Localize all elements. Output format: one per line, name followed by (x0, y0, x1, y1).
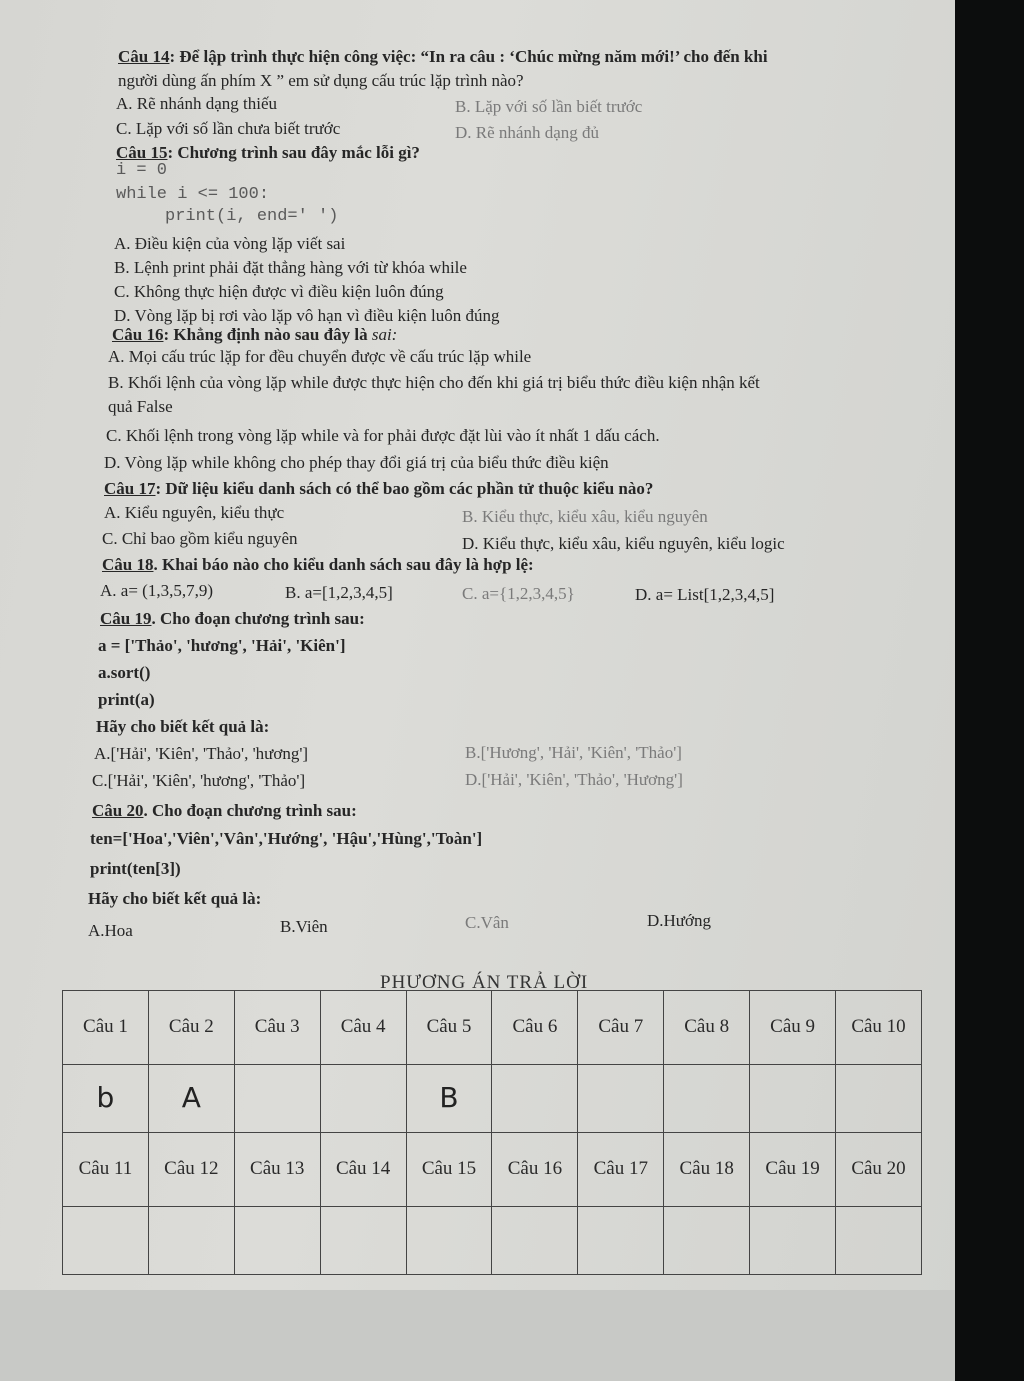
answer-cell[interactable] (578, 1065, 664, 1133)
answer-cell[interactable] (234, 1065, 320, 1133)
paper-bottom-margin (0, 1290, 955, 1381)
q18-line (102, 556, 534, 573)
header-cell: Câu 3 (234, 991, 320, 1065)
q19-code-line2: a.sort() (98, 663, 151, 682)
answer-cell[interactable] (664, 1065, 750, 1133)
q14-text2: người dùng ấn phím X ” em sử dụng cấu trúc lặp trình nào? (118, 71, 524, 90)
q16-option-c: C. Khối lệnh trong vòng lặp while và for phải được đặt lùi vào ít nhất 1 dấu cách. (106, 426, 660, 445)
q16-number: Câu 16 (112, 325, 164, 344)
q14-option-c: C. Lặp với số lần chưa biết trước (116, 119, 341, 138)
q17-number: Câu 17 (104, 479, 156, 498)
header-cell: Câu 12 (148, 1132, 234, 1206)
q14-text1: : Để lập trình thực hiện công việc: “In ra câu : ‘Chúc mừng năm mới!’ cho đến khi (169, 47, 768, 66)
q15-option-d: D. Vòng lặp bị rơi vào lặp vô hạn vì điều kiện luôn đúng (114, 306, 500, 325)
answer-cell[interactable] (492, 1207, 578, 1275)
q19-code-line3: print(a) (98, 690, 155, 709)
header-cell: Câu 14 (320, 1132, 406, 1206)
q14-number: Câu 14 (118, 47, 170, 66)
q17-line (104, 480, 653, 497)
q15-option-c: C. Không thực hiện được vì điều kiện luôn đúng (114, 282, 444, 301)
q16-option-b2: quả False (108, 397, 173, 416)
q14-option-d: D. Rẽ nhánh dạng đủ (455, 123, 600, 142)
answer-cell[interactable] (492, 1065, 578, 1133)
header-cell: Câu 7 (578, 991, 664, 1065)
q15-option-b: B. Lệnh print phải đặt thẳng hàng với từ khóa while (114, 258, 467, 277)
q15-code-line3: print(i, end=' ') (165, 207, 339, 226)
q18-number: Câu 18 (102, 555, 154, 574)
answer-cell[interactable] (234, 1207, 320, 1275)
answer-table (62, 990, 922, 1275)
q20-option-c: C.Vân (465, 913, 509, 932)
header-cell: Câu 1 (63, 991, 149, 1065)
q17-option-b: B. Kiểu thực, kiểu xâu, kiểu nguyên (462, 507, 708, 526)
header-cell: Câu 11 (63, 1132, 149, 1206)
q20-code-line1: ten=['Hoa','Viên','Vân','Hướng', 'Hậu','Hùng','Toàn'] (90, 829, 483, 848)
q15-text: : Chương trình sau đây mắc lỗi gì? (167, 143, 420, 162)
answer-cell[interactable] (578, 1207, 664, 1275)
q17-text: : Dữ liệu kiểu danh sách có thể bao gồm các phần tử thuộc kiểu nào? (155, 479, 654, 498)
answer-cell[interactable] (406, 1207, 492, 1275)
q15-number: Câu 15 (116, 143, 168, 162)
q15-code-line2: while i <= 100: (116, 185, 270, 204)
answer-cell[interactable]: b (63, 1065, 149, 1133)
q19-option-b: B.['Hương', 'Hải', 'Kiên', 'Thảo'] (465, 743, 682, 762)
q19-option-d: D.['Hải', 'Kiên', 'Thảo', 'Hương'] (465, 770, 683, 789)
answer-row-2 (63, 1207, 922, 1275)
answer-cell[interactable] (320, 1207, 406, 1275)
q18-option-a: A. a= (1,3,5,7,9) (100, 581, 213, 600)
header-cell: Câu 4 (320, 991, 406, 1065)
header-cell: Câu 6 (492, 991, 578, 1065)
answer-header-row-1 (63, 991, 922, 1065)
header-cell: Câu 5 (406, 991, 492, 1065)
q20-line (92, 802, 357, 819)
header-cell: Câu 9 (750, 991, 836, 1065)
q15-code-line1: i = 0 (116, 161, 168, 180)
answer-cell[interactable] (750, 1065, 836, 1133)
answer-cell[interactable]: B (406, 1065, 492, 1133)
header-cell: Câu 17 (578, 1132, 664, 1206)
q15-line (116, 144, 420, 161)
q16-line (112, 326, 397, 343)
q19-number: Câu 19 (100, 609, 152, 628)
answer-cell[interactable] (320, 1065, 406, 1133)
q14-option-b: B. Lặp với số lần biết trước (455, 97, 643, 116)
q16-option-a: A. Mọi cấu trúc lặp for đều chuyển được về cấu trúc lặp while (108, 347, 532, 366)
header-cell: Câu 16 (492, 1132, 578, 1206)
q18-option-c: C. a={1,2,3,4,5} (462, 584, 575, 603)
q20-option-d: D.Hướng (647, 911, 712, 930)
answer-row-1 (63, 1065, 922, 1133)
answer-cell[interactable] (63, 1207, 149, 1275)
q19-code-line1: a = ['Thảo', 'hương', 'Hải', 'Kiên'] (98, 636, 346, 655)
q16-option-b1: B. Khối lệnh của vòng lặp while được thực hiện cho đến khi giá trị biểu thức điều kiện nhận kết (108, 373, 760, 392)
header-cell: Câu 8 (664, 991, 750, 1065)
q14-line1 (118, 48, 768, 65)
q15-option-a: A. Điều kiện của vòng lặp viết sai (114, 234, 346, 253)
q20-option-a: A.Hoa (88, 921, 133, 940)
answer-sheet-title: PHƯƠNG ÁN TRẢ LỜI (380, 972, 589, 993)
answer-cell[interactable] (836, 1065, 922, 1133)
q16-option-d: D. Vòng lặp while không cho phép thay đổi giá trị của biểu thức điều kiện (104, 453, 609, 472)
q19-question: Hãy cho biết kết quả là: (96, 717, 270, 736)
q18-option-d: D. a= List[1,2,3,4,5] (635, 585, 775, 604)
q20-text: . Cho đoạn chương trình sau: (143, 801, 357, 820)
q17-option-a: A. Kiểu nguyên, kiểu thực (104, 503, 285, 522)
q20-number: Câu 20 (92, 801, 144, 820)
header-cell: Câu 15 (406, 1132, 492, 1206)
answer-cell[interactable] (664, 1207, 750, 1275)
answer-cell[interactable]: A (148, 1065, 234, 1133)
header-cell: Câu 18 (664, 1132, 750, 1206)
header-cell: Câu 10 (836, 991, 922, 1065)
q14-option-a: A. Rẽ nhánh dạng thiếu (116, 94, 277, 113)
background-edge (955, 0, 1024, 1381)
header-cell: Câu 13 (234, 1132, 320, 1206)
q18-text: . Khai báo nào cho kiểu danh sách sau đây là hợp lệ: (153, 555, 534, 574)
q19-line (100, 610, 365, 627)
header-cell: Câu 19 (750, 1132, 836, 1206)
q16-text: : Khẳng định nào sau đây là (163, 325, 372, 344)
q19-option-a: A.['Hải', 'Kiên', 'Thảo', 'hương'] (94, 744, 309, 763)
answer-cell[interactable] (148, 1207, 234, 1275)
header-cell: Câu 20 (836, 1132, 922, 1206)
q19-option-c: C.['Hải', 'Kiên', 'hương', 'Thảo'] (92, 771, 306, 790)
answer-cell[interactable] (836, 1207, 922, 1275)
q17-option-d: D. Kiểu thực, kiểu xâu, kiểu nguyên, kiểu logic (462, 534, 785, 553)
q20-option-b: B.Viên (280, 917, 328, 936)
q18-option-b: B. a=[1,2,3,4,5] (285, 583, 393, 602)
answer-cell[interactable] (750, 1207, 836, 1275)
header-cell: Câu 2 (148, 991, 234, 1065)
answer-header-row-2 (63, 1132, 922, 1206)
q17-option-c: C. Chỉ bao gồm kiểu nguyên (102, 529, 298, 548)
q20-question: Hãy cho biết kết quả là: (88, 889, 262, 908)
q16-text-em: sai: (371, 325, 398, 344)
q20-code-line2: print(ten[3]) (90, 859, 181, 878)
q19-text: . Cho đoạn chương trình sau: (151, 609, 365, 628)
